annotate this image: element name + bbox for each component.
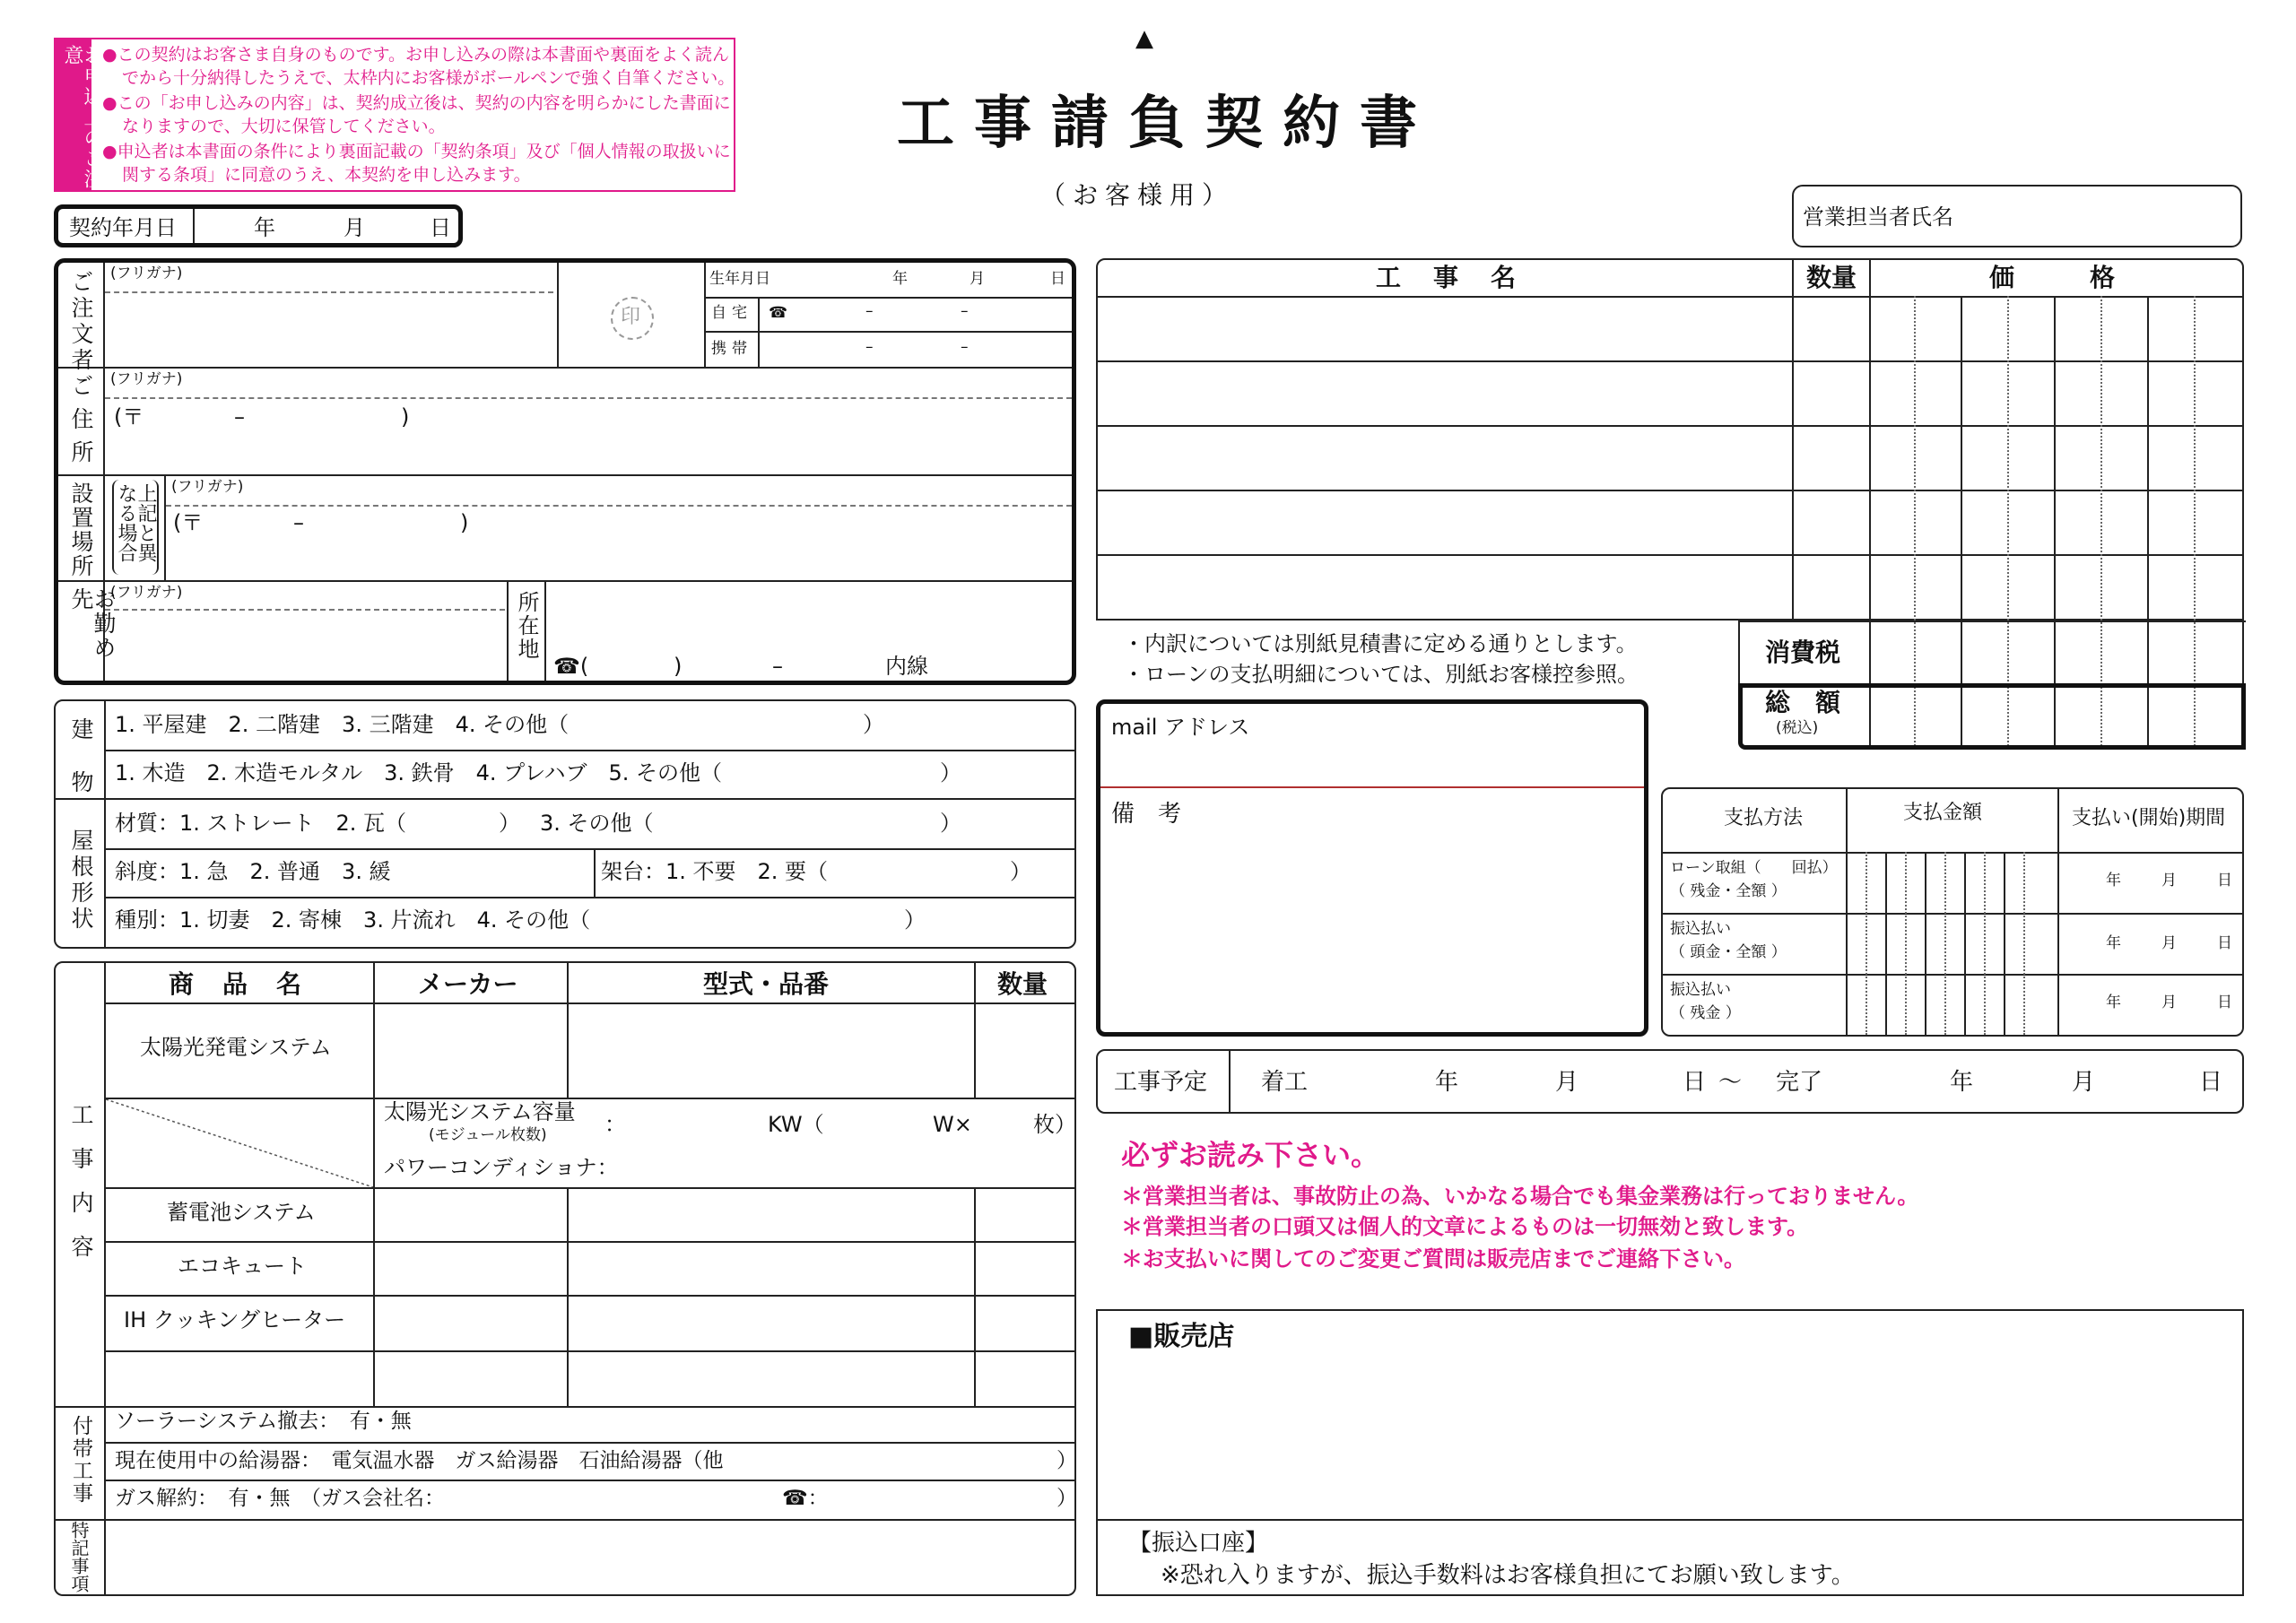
roof-type: 種別：1. 切妻 2. 寄棟 3. 片流れ 4. その他（: [115, 907, 591, 933]
roof-material-other: 3. その他（: [540, 811, 654, 836]
install-postal-dash: –: [293, 510, 304, 535]
building-block: [54, 699, 1076, 949]
total-sub: (税込): [1776, 719, 1819, 737]
building-structure-close: ）: [940, 760, 961, 785]
dealer-box: [1096, 1309, 2244, 1596]
address-postal-dash: –: [234, 404, 245, 430]
schedule-start-year: 年: [1435, 1069, 1459, 1096]
notice-line-6: 関する条項」に同意のうえ、本契約を申し込みます。: [122, 165, 531, 185]
schedule-end-month: 月: [2072, 1069, 2096, 1096]
price-header-price: 価 格: [1989, 263, 2116, 292]
diagonal-slash: [106, 1099, 373, 1187]
building-floors: 1. 平屋建 2. 二階建 3. 三階建 4. その他（: [115, 712, 570, 737]
install-label: 設置場所: [68, 482, 94, 578]
notice-line-3: ●この「お申し込みの内容」は、契約成立後は、契約の内容を明らかにした書面に: [102, 93, 731, 113]
payment-row-1-line2: （ 残金・全額 ）: [1670, 882, 1787, 900]
schedule-box: [1096, 1049, 2244, 1114]
work-header-product: 商 品 名: [169, 969, 304, 999]
schedule-end-year: 年: [1950, 1069, 1974, 1096]
birthdate-label: 生年月日: [709, 270, 770, 288]
notice-box: [54, 38, 735, 192]
water-heater: 現在使用中の給湯器： 電気温水器 ガス給湯器 石油給湯器（他: [115, 1449, 724, 1472]
email-label: mail アドレス: [1111, 715, 1250, 740]
product-ecocute: エコキュート: [178, 1254, 307, 1279]
work-content-label: 工事内容: [68, 1103, 94, 1279]
product-battery: 蓄電池システム: [167, 1200, 316, 1225]
roof-rack: 架台：1. 不要 2. 要（: [601, 859, 829, 884]
payment-row-1-year: 年: [2106, 872, 2121, 890]
roof-rack-close: ）: [1010, 859, 1031, 884]
gas-contract-close: ）: [1057, 1487, 1077, 1510]
roof-type-close: ）: [904, 907, 926, 933]
page-subtitle: （お客様用）: [1040, 180, 1235, 210]
tax-label: 消費税: [1765, 638, 1841, 667]
install-furigana: (フリガナ): [171, 478, 244, 496]
birth-day: 日: [1050, 270, 1065, 288]
orderer-furigana: (フリガナ): [110, 265, 183, 282]
building-structure: 1. 木造 2. 木造モルタル 3. 鉄骨 4. プレハブ 5. その他（: [115, 760, 723, 785]
home-phone-icon: ☎: [769, 304, 788, 322]
payment-row-1-line1: ローン取組（ 回払）: [1670, 859, 1838, 877]
roof-label: 屋根形状: [68, 829, 94, 933]
payment-header-method: 支払方法: [1724, 807, 1804, 829]
remarks-label: 備 考: [1111, 801, 1182, 828]
home-phone-dash-2: –: [961, 302, 969, 320]
dealer-label: ■販売店: [1128, 1321, 1235, 1352]
payment-row-2-year: 年: [2106, 934, 2121, 952]
notice-line-4: なりますので、大切に保管してください。: [122, 117, 446, 136]
work-items-block: [54, 961, 1076, 1596]
install-postal-close: ): [460, 510, 469, 535]
price-note-2: ・ローンの支払明細については、別紙お客様控参照。: [1123, 662, 1639, 687]
contract-day-label: 日: [430, 215, 451, 240]
capacity-colon: ：: [604, 1112, 626, 1137]
payment-row-3-line1: 振込払い: [1670, 981, 1731, 999]
payment-row-2-month: 月: [2161, 934, 2177, 952]
notice-line-5: ●申込者は本書面の条件により裏面記載の「契約条項」及び「個人情報の取扱いに: [102, 142, 731, 161]
workplace-extension: 内線: [885, 654, 928, 679]
mobile-dash-1: –: [865, 338, 874, 356]
roof-slope: 斜度：1. 急 2. 普通 3. 緩: [115, 859, 391, 884]
pcs-label: パワーコンディショナ：: [384, 1155, 619, 1180]
payment-row-3-day: 日: [2217, 994, 2232, 1011]
building-label: 建物: [68, 717, 94, 823]
price-header-qty: 数量: [1806, 263, 1857, 292]
contract-date-box[interactable]: [54, 204, 463, 247]
mobile-label: 携帯: [711, 340, 752, 358]
contract-month-label: 月: [344, 215, 365, 240]
payment-header-period: 支払い(開始)期間: [2072, 807, 2226, 829]
schedule-label: 工事予定: [1114, 1069, 1208, 1096]
schedule-tilde: 〜: [1718, 1069, 1743, 1096]
warning-line-3: ＊お支払いに関してのご変更ご質問は販売店までご連絡下さい。: [1121, 1246, 1745, 1271]
home-phone-dash-1: –: [865, 302, 874, 320]
bank-label: 【振込口座】: [1128, 1530, 1269, 1557]
warning-title: 必ずお読み下さい。: [1121, 1138, 1380, 1172]
address-label: ご住所: [68, 374, 94, 473]
address-furigana: (フリガナ): [110, 370, 183, 388]
home-phone-label: 自宅: [711, 304, 752, 322]
module-note: (モジュール枚数): [429, 1126, 547, 1144]
page-title: 工事請負契約書: [897, 91, 1437, 157]
extra-work-label: 付帯工事: [69, 1415, 92, 1505]
mobile-dash-2: –: [961, 338, 969, 356]
payment-row-1-day: 日: [2217, 872, 2232, 890]
address-postal-close: ): [401, 404, 410, 430]
workplace-phone-dash: –: [772, 654, 783, 679]
birth-month: 月: [970, 270, 985, 288]
fold-arrow: ▲: [1135, 25, 1153, 52]
work-header-maker: メーカー: [418, 969, 518, 999]
payment-row-3-year: 年: [2106, 994, 2121, 1011]
bank-note: ※恐れ入りますが、振込手数料はお客様負担にてお願い致します。: [1161, 1562, 1855, 1589]
payment-row-2-day: 日: [2217, 934, 2232, 952]
roof-material-other-close: ）: [940, 811, 961, 836]
solar-removal: ソーラーシステム撤去： 有・無: [115, 1410, 412, 1433]
warning-line-2: ＊営業担当者の口頭又は個人的文章によるものは一切無効と致します。: [1121, 1214, 1809, 1239]
special-notes-label: 特記事項: [68, 1521, 90, 1593]
schedule-start: 着工: [1261, 1069, 1309, 1096]
water-heater-close: ）: [1057, 1449, 1077, 1472]
workplace-furigana: (フリガナ): [110, 584, 183, 602]
capacity-kw: KW（: [768, 1112, 824, 1137]
customer-block: [54, 258, 1076, 685]
work-header-model: 型式・品番: [703, 969, 830, 999]
price-note-1: ・内訳については別紙見積書に定める通りとします。: [1123, 631, 1638, 656]
payment-row-3-month: 月: [2161, 994, 2177, 1011]
contract-date-label: 契約年月日: [69, 215, 177, 240]
payment-table: [1661, 787, 2244, 1037]
install-note: 上記と異なる場合: [115, 483, 157, 562]
work-header-qty: 数量: [997, 969, 1048, 999]
workplace-phone-open: ☎(: [553, 654, 589, 679]
orderer-label: ご注文者: [68, 270, 94, 374]
payment-row-1-month: 月: [2161, 872, 2177, 890]
product-ih: IH クッキングヒーター: [124, 1307, 346, 1332]
sales-rep-box[interactable]: [1792, 185, 2242, 247]
email-remarks-box: [1096, 699, 1648, 1037]
address-postal: (〒: [114, 404, 144, 430]
payment-row-2-line1: 振込払い: [1670, 920, 1731, 938]
capacity-label: 太陽光システム容量: [384, 1099, 576, 1124]
roof-material: 材質：1. ストレート 2. 瓦（: [115, 811, 407, 836]
total-label: 総 額: [1765, 688, 1841, 717]
payment-row-3-line2: （ 残金 ）: [1670, 1004, 1741, 1022]
notice-side-label: お申込上のご注意: [61, 45, 103, 189]
price-table: [1096, 258, 2244, 750]
notice-line-1: ●この契約はお客さま自身のものです。お申し込みの際は本書面や裏面をよく読ん: [102, 45, 730, 65]
workplace-phone-close: ): [674, 654, 683, 679]
capacity-wx: W×: [933, 1112, 972, 1137]
price-header-work: 工 事 名: [1376, 263, 1520, 292]
seal-label: 印: [621, 306, 641, 328]
gas-contract: ガス解約： 有・無 （ガス会社名：: [115, 1487, 445, 1510]
roof-material-close: ）: [499, 811, 520, 836]
schedule-start-day: 日: [1683, 1069, 1707, 1096]
workplace-location-label: 所在地: [514, 591, 539, 661]
payment-row-2-line2: （ 頭金・全額 ）: [1670, 943, 1787, 961]
workplace-label: お勤め先: [68, 587, 117, 660]
schedule-end-day: 日: [2199, 1069, 2223, 1096]
payment-header-amount: 支払金額: [1903, 802, 1983, 824]
schedule-end: 完了: [1776, 1069, 1823, 1096]
contract-year-label: 年: [254, 215, 275, 240]
notice-line-2: でから十分納得したうえで、太枠内にお客様がボールペンで強く自筆ください。: [122, 68, 735, 88]
gas-phone: ☎：: [782, 1487, 829, 1510]
birth-year: 年: [892, 270, 908, 288]
capacity-sheets: 枚）: [1033, 1112, 1076, 1137]
building-floors-close: ）: [863, 712, 884, 737]
solar-system-label: 太陽光発電システム: [140, 1035, 332, 1060]
schedule-start-month: 月: [1555, 1069, 1579, 1096]
warning-line-1: ＊営業担当者は、事故防止の為、いかなる場合でも集金業務は行っておりません。: [1121, 1184, 1919, 1209]
install-postal: (〒: [173, 510, 204, 535]
sales-rep-label: 営業担当者氏名: [1803, 204, 1953, 230]
